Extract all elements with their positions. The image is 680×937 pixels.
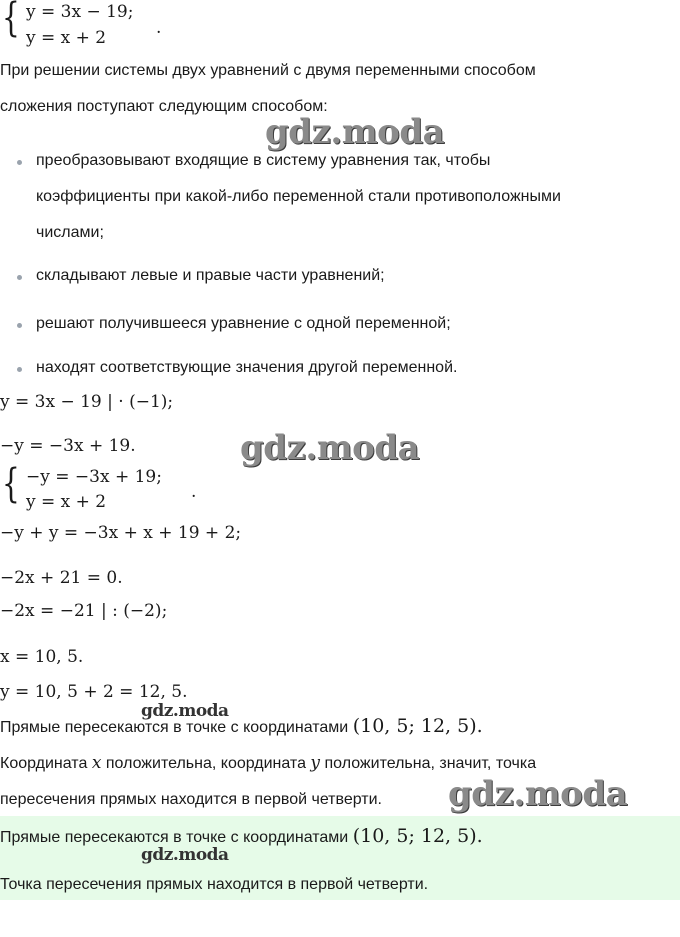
conclusion-p1 xyxy=(0,716,483,738)
system2-eq1: −y = −3x + 19; xyxy=(26,467,162,487)
step-1-line-2: коэффициенты при какой-либо переменной стали противоположными xyxy=(36,188,561,205)
conclusion-p3: пересечения прямых находится в первой четверти. xyxy=(0,791,382,808)
bullet-icon xyxy=(17,160,22,165)
bullet-icon xyxy=(17,275,22,280)
bullet-icon xyxy=(17,367,22,372)
step-4-line-1: находят соответствующие значения другой переменной. xyxy=(36,359,458,376)
bullet-icon xyxy=(17,323,22,328)
intro-line-1: При решении системы двух уравнений с двумя переменными способом xyxy=(0,62,536,79)
system-brace-2: { xyxy=(2,461,20,507)
conclusion-p2 xyxy=(0,753,536,774)
solution-line-3: −y + y = −3x + x + 19 + 2; xyxy=(0,523,242,543)
solution-line-5: −2x = −21 | : (−2); xyxy=(0,601,168,621)
watermark-logo: gdz.moda xyxy=(240,428,420,468)
watermark-logo: gdz.moda xyxy=(448,774,628,814)
solution-line-2: −y = −3x + 19. xyxy=(0,436,136,456)
watermark-logo-small: gdz.moda xyxy=(141,701,229,721)
system1-eq1: y = 3x − 19; xyxy=(26,2,134,22)
system1-eq2: y = x + 2 xyxy=(26,28,107,48)
solution-line-7: y = 10, 5 + 2 = 12, 5. xyxy=(0,682,188,702)
answer-line-1 xyxy=(0,826,483,848)
solution-line-1: y = 3x − 19 | · (−1); xyxy=(0,392,174,412)
conclusion-p2-a: Координата xyxy=(0,755,88,772)
solution-line-4: −2x + 21 = 0. xyxy=(0,568,123,588)
system1-end: . xyxy=(156,18,162,38)
conclusion-p2-x: x xyxy=(91,753,102,773)
system2-eq2: y = x + 2 xyxy=(26,492,107,512)
conclusion-p1-text: Прямые пересекаются в точке с координатами xyxy=(0,719,349,736)
step-3-line-1: решают получившееся уравнение с одной переменной; xyxy=(36,315,451,332)
solution-line-6: x = 10, 5. xyxy=(0,647,84,667)
answer-line-2: Точка пересечения прямых находится в первой четверти. xyxy=(0,876,429,893)
answer-line-1-text: Прямые пересекаются в точке с координатами xyxy=(0,829,349,846)
conclusion-p2-c: положительна, значит, точка xyxy=(324,755,537,772)
watermark-logo-small: gdz.moda xyxy=(141,845,229,865)
system2-end: . xyxy=(191,482,197,502)
conclusion-p1-coords: (10, 5; 12, 5). xyxy=(352,715,483,737)
step-1-line-1: преобразовывают входящие в систему уравнения так, чтобы xyxy=(36,152,491,169)
conclusion-p2-b: положительна, координата xyxy=(105,755,306,772)
step-2-line-1: складывают левые и правые части уравнений; xyxy=(36,267,385,284)
intro-line-2: сложения поступают следующим способом: xyxy=(0,98,328,115)
answer-line-1-coords: (10, 5; 12, 5). xyxy=(352,825,483,847)
system-brace-1: { xyxy=(2,0,20,41)
watermark-logo: gdz.moda xyxy=(265,112,445,152)
conclusion-p2-y: y xyxy=(310,753,321,773)
step-1-line-3: числами; xyxy=(36,224,104,241)
